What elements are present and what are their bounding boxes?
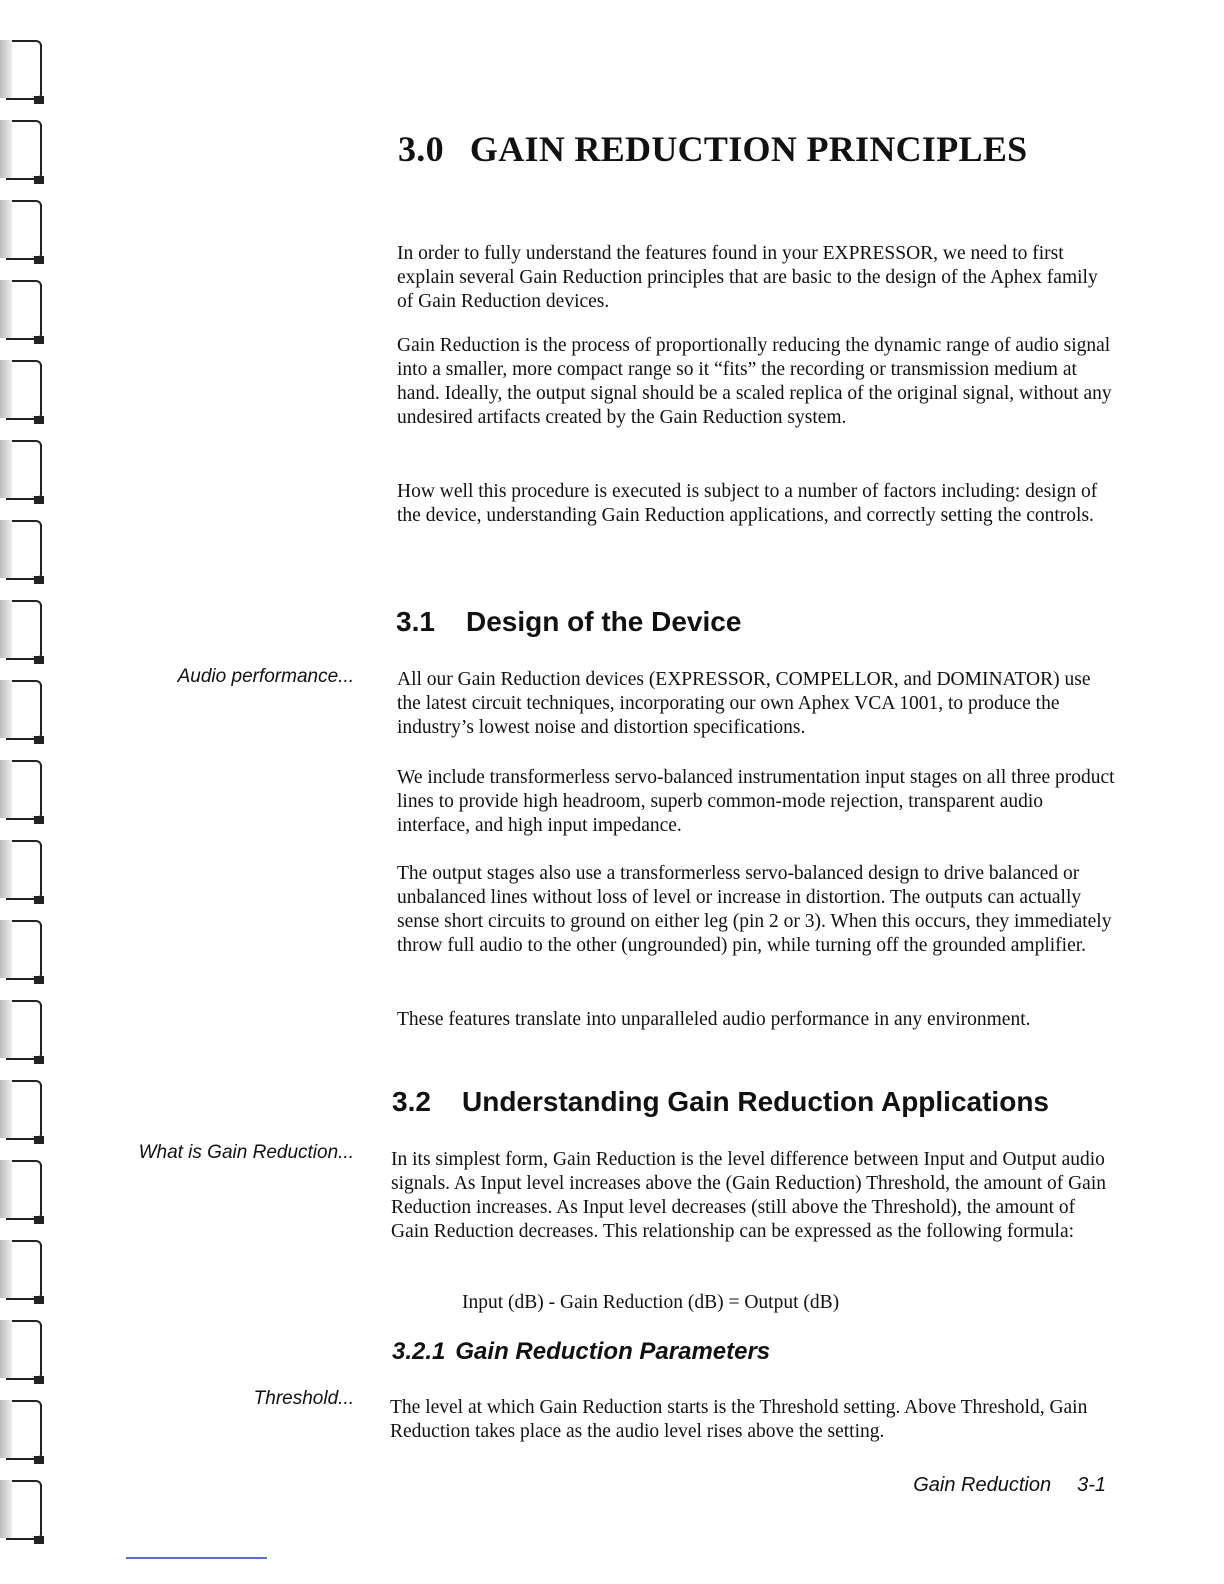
binding-ring	[6, 1400, 42, 1460]
section-number: 3.1	[396, 606, 435, 637]
footer-label: Gain Reduction	[913, 1474, 1052, 1496]
gain-reduction-formula: Input (dB) - Gain Reduction (dB) = Output (dB)	[462, 1292, 840, 1313]
margin-note-audio-performance: Audio performance...	[177, 666, 354, 687]
section-3-1-paragraph-4: These features translate into unparalleled audio performance in any environment.	[397, 1009, 1031, 1030]
binding-ring	[6, 1160, 42, 1220]
scan-artifact-line	[126, 1557, 267, 1559]
binding-ring	[6, 360, 42, 420]
chapter-number: 3.0	[398, 129, 444, 169]
binding-ring	[6, 600, 42, 660]
binding-ring	[6, 840, 42, 900]
section-title: Design of the Device	[466, 606, 742, 637]
section-3-1-paragraph-2: We include transformerless servo-balanced instrumentation input stages on all three product lines to provide high headroom, superb common-mode rejection, transparent audio interface, and high input impedance.	[397, 767, 1115, 836]
section-3-1-paragraph-3: The output stages also use a transformerless servo-balanced design to drive balanced or unbalanced lines without loss of level or increase in distortion. The outputs can actually sense short circuits to ground on either leg (pin 2 or 3). When this occurs, they immediately throw full audio to the other (ungrounded) pin, while turning off the grounded amplifier.	[397, 863, 1112, 956]
binding-ring	[6, 200, 42, 260]
chapter-title: GAIN REDUCTION PRINCIPLES	[469, 129, 1028, 169]
margin-note-what-is-gain-reduction: What is Gain Reduction...	[138, 1142, 354, 1163]
section-title: Understanding Gain Reduction Applications	[462, 1086, 1049, 1117]
section-3-2-paragraph: In its simplest form, Gain Reduction is the level difference between Input and Output audio signals. As Input level increases above the (Gain Reduction) Threshold, the amount of Gain Reduction increases. As Input level decreases (still above the Threshold), the amount of Gain Reduction decreases. This relationship can be expressed as the following formula:	[391, 1149, 1107, 1242]
section-number: 3.2	[392, 1086, 431, 1117]
section-3-2-heading	[392, 1086, 1049, 1118]
page-number: 3-1	[1077, 1474, 1106, 1496]
section-3-1-paragraph-1: All our Gain Reduction devices (EXPRESSOR, COMPELLOR, and DOMINATOR) use the latest circuit techniques, incorporating our own Aphex VCA 1001, to produce the industry’s lowest noise and distortion specifications.	[397, 669, 1091, 738]
binding-ring	[6, 40, 42, 100]
section-3-1-heading	[396, 606, 741, 638]
subsection-title: Gain Reduction Parameters	[455, 1338, 771, 1365]
section-3-2-1-heading	[392, 1338, 770, 1366]
binding-ring	[6, 1000, 42, 1060]
section-3-2-1-paragraph: The level at which Gain Reduction starts is the Threshold setting. Above Threshold, Gain Reduction takes place as the audio level rises above the setting.	[390, 1397, 1088, 1442]
binding-ring	[6, 1240, 42, 1300]
margin-note-threshold: Threshold...	[253, 1388, 354, 1409]
intro-paragraph-2: Gain Reduction is the process of proportionally reducing the dynamic range of audio signal into a smaller, more compact range so it “fits” the recording or transmission medium at hand. Ideally, the output signal should be a scaled replica of the original signal, without any undesired artifacts created by the Gain Reduction system.	[397, 335, 1112, 428]
spiral-binding	[0, 0, 60, 1584]
subsection-number: 3.2.1	[392, 1338, 446, 1365]
binding-ring	[6, 1480, 42, 1540]
binding-ring	[6, 1080, 42, 1140]
intro-paragraph-1: In order to fully understand the features found in your EXPRESSOR, we need to first explain several Gain Reduction principles that are basic to the design of the Aphex family of Gain Reduction devices.	[397, 243, 1098, 312]
intro-paragraph-3: How well this procedure is executed is subject to a number of factors including: design of the device, understanding Gain Reduction applications, and correctly setting the controls.	[397, 481, 1098, 526]
binding-ring	[6, 520, 42, 580]
binding-ring	[6, 760, 42, 820]
chapter-heading	[398, 128, 1027, 170]
binding-ring	[6, 280, 42, 340]
binding-ring	[6, 1320, 42, 1380]
page-footer	[913, 1474, 1106, 1497]
binding-ring	[6, 920, 42, 980]
binding-ring	[6, 440, 42, 500]
binding-ring	[6, 680, 42, 740]
binding-ring	[6, 120, 42, 180]
